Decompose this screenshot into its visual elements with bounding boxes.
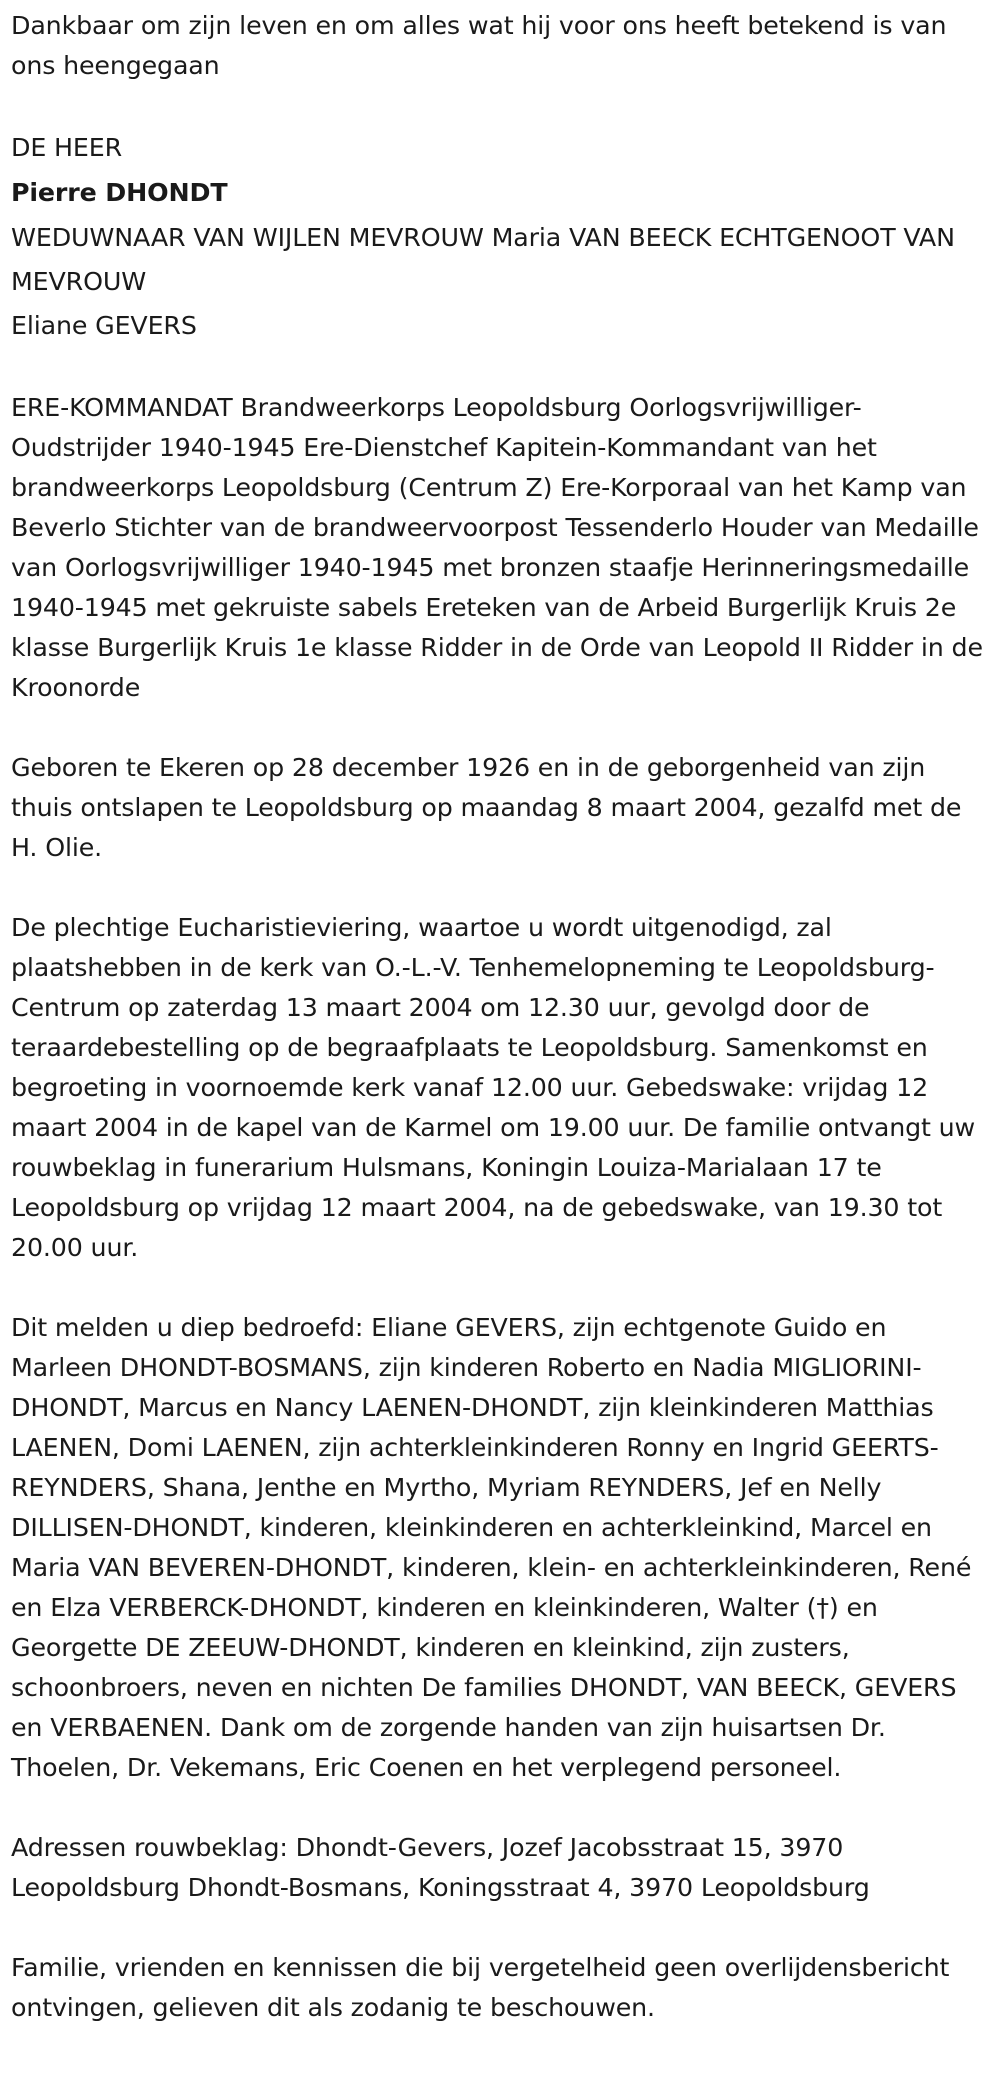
titles-paragraph: ERE-KOMMANDAT Brandweerkorps Leopoldsburg Oorlogsvrijwilliger-Oudstrijder 1940-1945 Ere-Dienstchef Kapitein-Kommandant van het brandweerkorps Leopoldsburg (Centrum Z) Ere-Korporaal van het Kamp van Beverlo Stichter van de brandweervoorpost Tessenderlo Houder van Medaille van Oorlogsvrijwilliger 1940-1945 met bronzen staafje Herinneringsmedaille 1940-1945 met gekruiste sabels Ereteken van de Arbeid Burgerlijk Kruis 2e klasse Burgerlijk Kruis 1e klasse Ridder in de Orde van Leopold II Ridder in de Kroonorde [11, 393, 983, 702]
spacer [11, 86, 985, 126]
spouse-name: Eliane GEVERS [11, 311, 197, 340]
family-paragraph: Dit melden u diep bedroefd: Eliane GEVERS, zijn echtgenote Guido en Marleen DHONDT-BOSMANS, zijn kinderen Roberto en Nadia MIGLIORINI-DHONDT, Marcus en Nancy LAENEN-DHONDT, zijn kleinkinderen Matthias LAENEN, Domi LAENEN, zijn achterkleinkinderen Ronny en Ingrid GEERTS-REYNDERS, Shana, Jenthe en Myrtho, Myriam REYNDERS, Jef en Nelly DILLISEN-DHONDT, kinderen, kleinkinderen en achterkleinkind, Marcel en Maria VAN BEVEREN-DHONDT, kinderen, klein- en achterkleinkinderen, René en Elza VERBERCK-DHONDT, kinderen en kleinkinderen, Walter (†) en Georgette DE ZEEUW-DHONDT, kinderen en kleinkind, zijn zusters, schoonbroers, neven en nichten De families DHONDT, VAN BEECK, GEVERS en VERBAENEN. Dank om de zorgende handen van zijn huisartsen Dr. Thoelen, Dr. Vekemans, Eric Coenen en het verplegend personeel. [11, 1313, 972, 1782]
intro-text: Dankbaar om zijn leven en om alles wat hij voor ons heeft betekend is van ons heengegaan [11, 11, 947, 80]
spacer [11, 868, 985, 908]
birth-death-paragraph: Geboren te Ekeren op 28 december 1926 en in de geborgenheid van zijn thuis ontslapen te Leopoldsburg op maandag 8 maart 2004, gezalfd met de H. Olie. [11, 753, 962, 862]
addresses-paragraph: Adressen rouwbeklag: Dhondt-Gevers, Jozef Jacobsstraat 15, 3970 Leopoldsburg Dhondt-Bosmans, Koningsstraat 4, 3970 Leopoldsburg [11, 1833, 870, 1902]
spacer [11, 1908, 985, 1948]
deceased-name: Pierre DHONDT [11, 178, 228, 207]
spacer [11, 708, 985, 748]
closing-paragraph: Familie, vrienden en kennissen die bij vergetelheid geen overlijdensbericht ontvingen, gelieven dit als zodanig te beschouwen. [11, 1953, 950, 2022]
spacer [11, 348, 985, 388]
spacer [11, 1788, 985, 1828]
salutation: DE HEER [11, 133, 123, 162]
spacer [11, 1268, 985, 1308]
ceremony-paragraph: De plechtige Eucharistieviering, waartoe u wordt uitgenodigd, zal plaatshebben in de kerk van O.-L.-V. Tenhemelopneming te Leopoldsburg-Centrum op zaterdag 13 maart 2004 om 12.30 uur, gevolgd door de teraardebestelling op de begraafplaats te Leopoldsburg. Samenkomst en begroeting in voornoemde kerk vanaf 12.00 uur. Gebedswake: vrijdag 12 maart 2004 in de kapel van de Karmel om 19.00 uur. De familie ontvangt uw rouwbeklag in funerarium Hulsmans, Koningin Louiza-Marialaan 17 te Leopoldsburg op vrijdag 12 maart 2004, na de gebedswake, van 19.30 tot 20.00 uur. [11, 913, 976, 1262]
relation-text: WEDUWNAAR VAN WIJLEN MEVROUW Maria VAN BEECK ECHTGENOOT VAN MEVROUW [11, 223, 955, 296]
obituary-notice [0, 6, 985, 2028]
